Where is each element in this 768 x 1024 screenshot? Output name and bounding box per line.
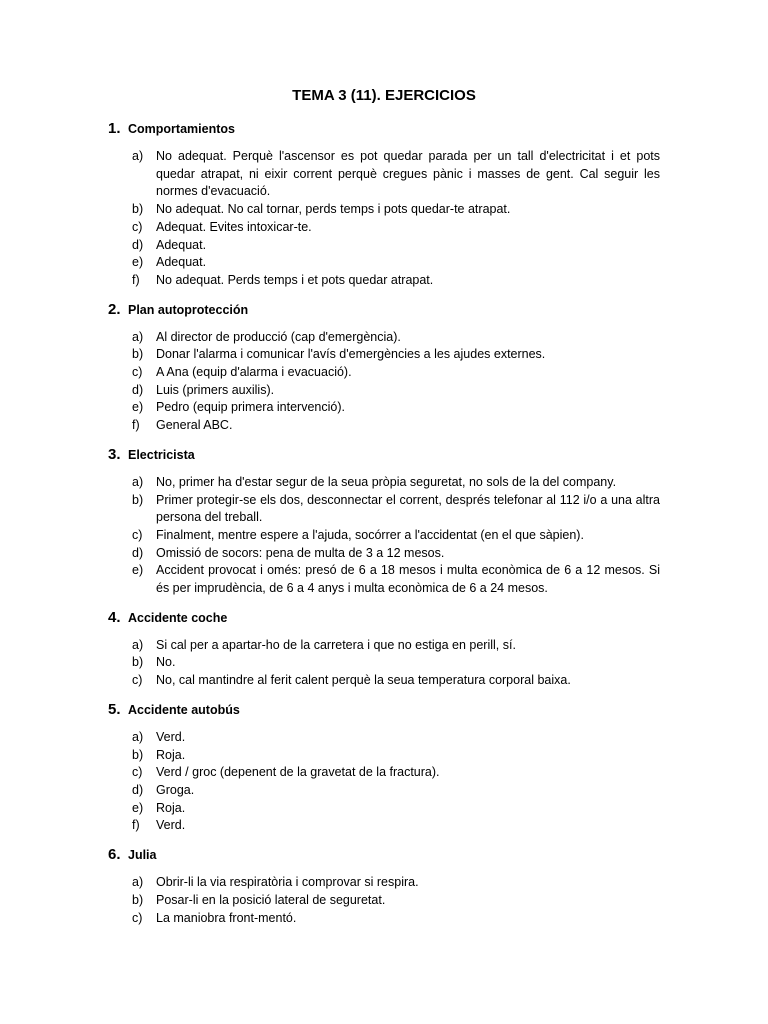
section-number: 2. — [108, 300, 121, 318]
list-item — [108, 417, 660, 435]
item-text: Primer protegir-se els dos, desconnectar el corrent, després telefonar al 112 i/o a una altra persona del treball. — [156, 492, 660, 525]
item-text: Obrir-li la via respiratòria i comprovar si respira. — [156, 875, 419, 890]
list-item — [108, 148, 660, 201]
item-text: Al director de producció (cap d'emergència). — [156, 329, 401, 344]
exercise-section — [108, 120, 660, 290]
list-item — [108, 254, 660, 272]
exercise-section — [108, 609, 660, 690]
item-letter: b) — [132, 202, 144, 217]
item-letter: a) — [132, 875, 144, 890]
item-letter: e) — [132, 800, 144, 815]
page-title: TEMA 3 (11). EJERCICIOS — [292, 87, 476, 104]
item-letter: c) — [132, 765, 143, 780]
item-letter: b) — [132, 655, 144, 670]
list-item — [108, 892, 660, 910]
section-title: Plan autoprotección — [128, 302, 249, 317]
list-item — [108, 764, 660, 782]
exercise-sections — [108, 120, 660, 938]
list-item — [108, 874, 660, 892]
item-text: No. — [156, 655, 176, 670]
item-text: Omissió de socors: pena de multa de 3 a 12 mesos. — [156, 545, 445, 560]
item-text: A Ana (equip d'alarma i evacuació). — [156, 365, 352, 380]
list-item — [108, 382, 660, 400]
section-number: 1. — [108, 120, 121, 137]
item-text: No adequat. Perquè l'ascensor es pot quedar parada per un tall d'electricitat i et pots quedar atrapat, ni eixir corrent perquè cregues pànic i masses de gent. Cal seguir les normes d'evacuació. — [156, 149, 660, 199]
section-number: 6. — [108, 846, 121, 864]
item-text: La maniobra front-mentó. — [156, 910, 297, 925]
item-text: Donar l'alarma i comunicar l'avís d'emergències a les ajudes externes. — [156, 347, 546, 362]
section-heading — [108, 701, 660, 723]
item-letter: f) — [132, 418, 140, 433]
item-text: Adequat. — [156, 237, 207, 252]
section-title: Julia — [128, 848, 157, 863]
list-item — [108, 492, 660, 527]
item-text: Adequat. Evites intoxicar-te. — [156, 219, 312, 234]
item-letter: a) — [132, 729, 144, 744]
section-heading — [108, 609, 660, 631]
item-letter: c) — [132, 527, 143, 542]
item-text: Si cal per a apartar-ho de la carretera i que no estiga en perill, sí. — [156, 637, 516, 652]
item-letter: c) — [132, 219, 143, 234]
answer-list — [108, 474, 660, 598]
item-text: Luis (primers auxilis). — [156, 382, 275, 397]
section-number: 5. — [108, 700, 121, 718]
answer-list — [108, 729, 660, 835]
section-number: 4. — [108, 608, 121, 626]
item-text: Roja. — [156, 800, 186, 815]
item-text: No adequat. Perds temps i et pots quedar atrapat. — [156, 272, 434, 287]
list-item — [108, 527, 660, 545]
item-letter: a) — [132, 637, 144, 652]
section-title: Accidente autobús — [128, 702, 240, 717]
list-item — [108, 562, 660, 597]
exercise-section — [108, 701, 660, 835]
list-item — [108, 474, 660, 492]
item-letter: d) — [132, 782, 144, 797]
exercise-section — [108, 301, 660, 435]
item-letter: d) — [132, 545, 144, 560]
item-letter: c) — [132, 910, 143, 925]
item-letter: d) — [132, 382, 144, 397]
list-item — [108, 817, 660, 835]
list-item — [108, 201, 660, 219]
section-heading — [108, 301, 660, 323]
item-letter: a) — [132, 474, 144, 489]
section-heading — [108, 120, 660, 142]
section-title: Electricista — [128, 447, 195, 462]
item-text: Verd. — [156, 818, 186, 833]
list-item — [108, 800, 660, 818]
item-letter: e) — [132, 255, 144, 270]
item-text: Accident provocat i omés: presó de 6 a 18 mesos i multa econòmica de 6 a 12 mesos. Si és per imprudència, de 6 a 4 anys i multa econòmica de 6 a 24 mesos. — [156, 563, 660, 596]
item-text: No, cal mantindre al ferit calent perquè la seua temperatura corporal baixa. — [156, 673, 571, 688]
list-item — [108, 672, 660, 690]
section-heading — [108, 846, 660, 868]
item-letter: c) — [132, 365, 143, 380]
item-letter: f) — [132, 818, 140, 833]
item-letter: e) — [132, 400, 144, 415]
section-heading — [108, 446, 660, 468]
list-item — [108, 729, 660, 747]
list-item — [108, 346, 660, 364]
list-item — [108, 910, 660, 928]
item-text: Pedro (equip primera intervenció). — [156, 400, 345, 415]
section-title: Accidente coche — [128, 610, 228, 625]
list-item — [108, 782, 660, 800]
item-text: General ABC. — [156, 418, 233, 433]
item-text: Verd. — [156, 729, 186, 744]
answer-list — [108, 637, 660, 690]
item-text: Finalment, mentre espere a l'ajuda, socórrer a l'accidentat (en el que sàpien). — [156, 527, 584, 542]
item-letter: a) — [132, 329, 144, 344]
item-text: No, primer ha d'estar segur de la seua pròpia seguretat, no sols de la del company. — [156, 474, 617, 489]
item-text: Verd / groc (depenent de la gravetat de la fractura). — [156, 765, 440, 780]
item-text: Groga. — [156, 782, 195, 797]
item-text: No adequat. No cal tornar, perds temps i pots quedar-te atrapat. — [156, 202, 511, 217]
answer-list — [108, 874, 660, 927]
section-title: Comportamientos — [128, 122, 235, 136]
list-item — [108, 654, 660, 672]
list-item — [108, 272, 660, 290]
item-text: Adequat. — [156, 255, 207, 270]
answer-list — [108, 329, 660, 435]
list-item — [108, 219, 660, 237]
item-text: Roja. — [156, 747, 186, 762]
section-number: 3. — [108, 445, 121, 463]
list-item — [108, 399, 660, 417]
list-item — [108, 637, 660, 655]
item-letter: d) — [132, 237, 144, 252]
item-letter: c) — [132, 673, 143, 688]
item-letter: b) — [132, 492, 144, 507]
exercise-section — [108, 446, 660, 598]
item-letter: b) — [132, 347, 144, 362]
list-item — [108, 545, 660, 563]
item-letter: b) — [132, 747, 144, 762]
exercise-section — [108, 846, 660, 927]
item-letter: e) — [132, 563, 144, 578]
item-letter: f) — [132, 272, 140, 287]
list-item — [108, 329, 660, 347]
item-text: Posar-li en la posició lateral de seguretat. — [156, 892, 386, 907]
item-letter: b) — [132, 892, 144, 907]
list-item — [108, 364, 660, 382]
list-item — [108, 237, 660, 255]
item-letter: a) — [132, 149, 144, 163]
list-item — [108, 747, 660, 765]
answer-list — [108, 148, 660, 290]
